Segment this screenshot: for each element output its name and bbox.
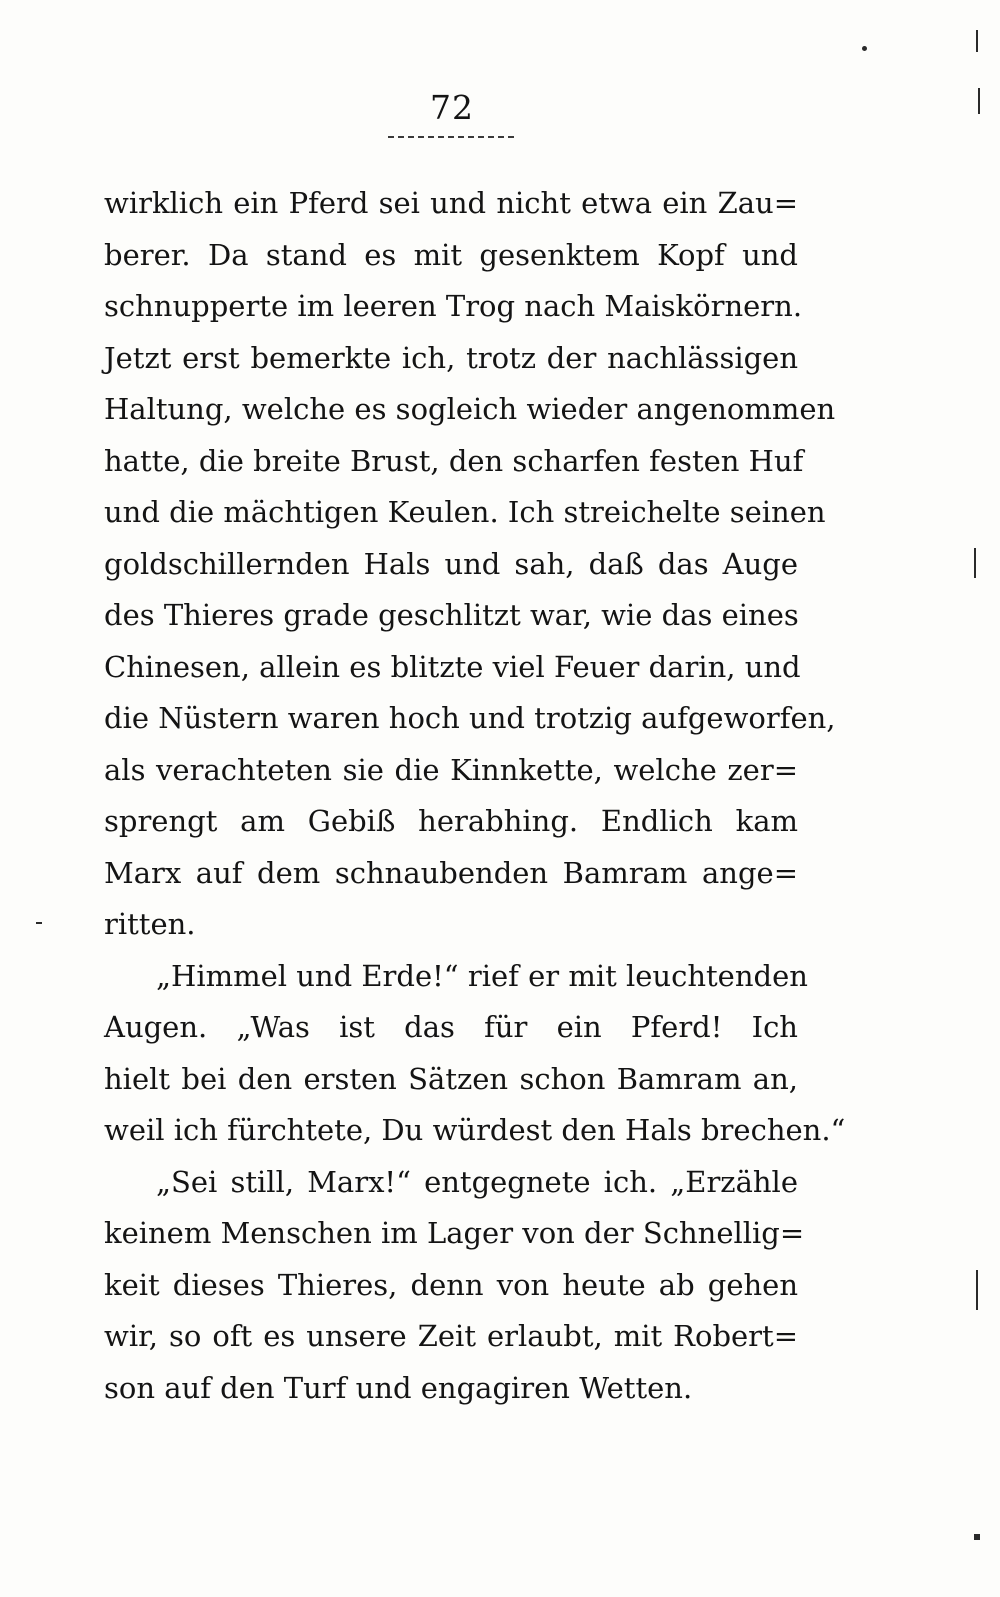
text-line: Marx auf dem schnaubenden Bamram ange= xyxy=(104,855,798,890)
text-line: die Nüstern waren hoch und trotzig aufgeworfen, xyxy=(104,701,836,735)
text-line: des Thieres grade geschlitzt war, wie das eines xyxy=(104,598,799,632)
text-line: schnupperte im leeren Trog nach Maiskörnern. xyxy=(104,289,803,323)
text-line: hatte, die breite Brust, den scharfen festen Huf xyxy=(104,443,804,478)
text-line: keit dieses Thieres, denn von heute ab gehen xyxy=(104,1267,798,1302)
body-text xyxy=(104,178,846,1414)
scan-edge-mark xyxy=(976,30,978,52)
text-line: sprengt am Gebiß herabhing. Endlich kam xyxy=(104,804,798,838)
text-line: Augen. „Was ist das für ein Pferd! Ich xyxy=(104,1010,798,1044)
scan-speck xyxy=(862,46,867,51)
scan-edge-mark xyxy=(974,1534,980,1540)
text-line: und die mächtigen Keulen. Ich streichelte seinen xyxy=(104,495,826,529)
scan-edge-mark xyxy=(974,548,976,578)
page-number: 72 xyxy=(430,88,474,127)
scan-edge-mark xyxy=(978,88,980,114)
text-line: „Himmel und Erde!“ rief er mit leuchtenden xyxy=(156,958,808,993)
text-line: goldschillernden Hals und sah, daß das Auge xyxy=(104,546,798,581)
text-line: ritten. xyxy=(104,907,196,941)
text-line: keinem Menschen im Lager von der Schnellig= xyxy=(104,1216,805,1250)
text-line: son auf den Turf und engagiren Wetten. xyxy=(104,1370,693,1405)
header-rule xyxy=(388,136,514,138)
text-line: Haltung, welche es sogleich wieder angenommen xyxy=(104,392,836,426)
text-line: als verachteten sie die Kinnkette, welche zer= xyxy=(104,752,798,787)
text-line: Chinesen, allein es blitzte viel Feuer darin, und xyxy=(104,649,801,684)
text-line: wirklich ein Pferd sei und nicht etwa ein Zau= xyxy=(104,186,798,220)
text-line: „Sei still, Marx!“ entgegnete ich. „Erzähle xyxy=(156,1164,798,1199)
text-line: Jetzt erst bemerkte ich, trotz der nachlässigen xyxy=(104,340,798,375)
text-line: hielt bei den ersten Sätzen schon Bamram an, xyxy=(104,1061,798,1096)
text-line: weil ich fürchtete, Du würdest den Hals brechen.“ xyxy=(104,1113,846,1147)
text-line: wir, so oft es unsere Zeit erlaubt, mit Robert= xyxy=(104,1319,798,1353)
scan-speck xyxy=(36,922,42,924)
scan-edge-mark xyxy=(976,1270,978,1310)
text-line: berer. Da stand es mit gesenktem Kopf und xyxy=(104,237,798,272)
